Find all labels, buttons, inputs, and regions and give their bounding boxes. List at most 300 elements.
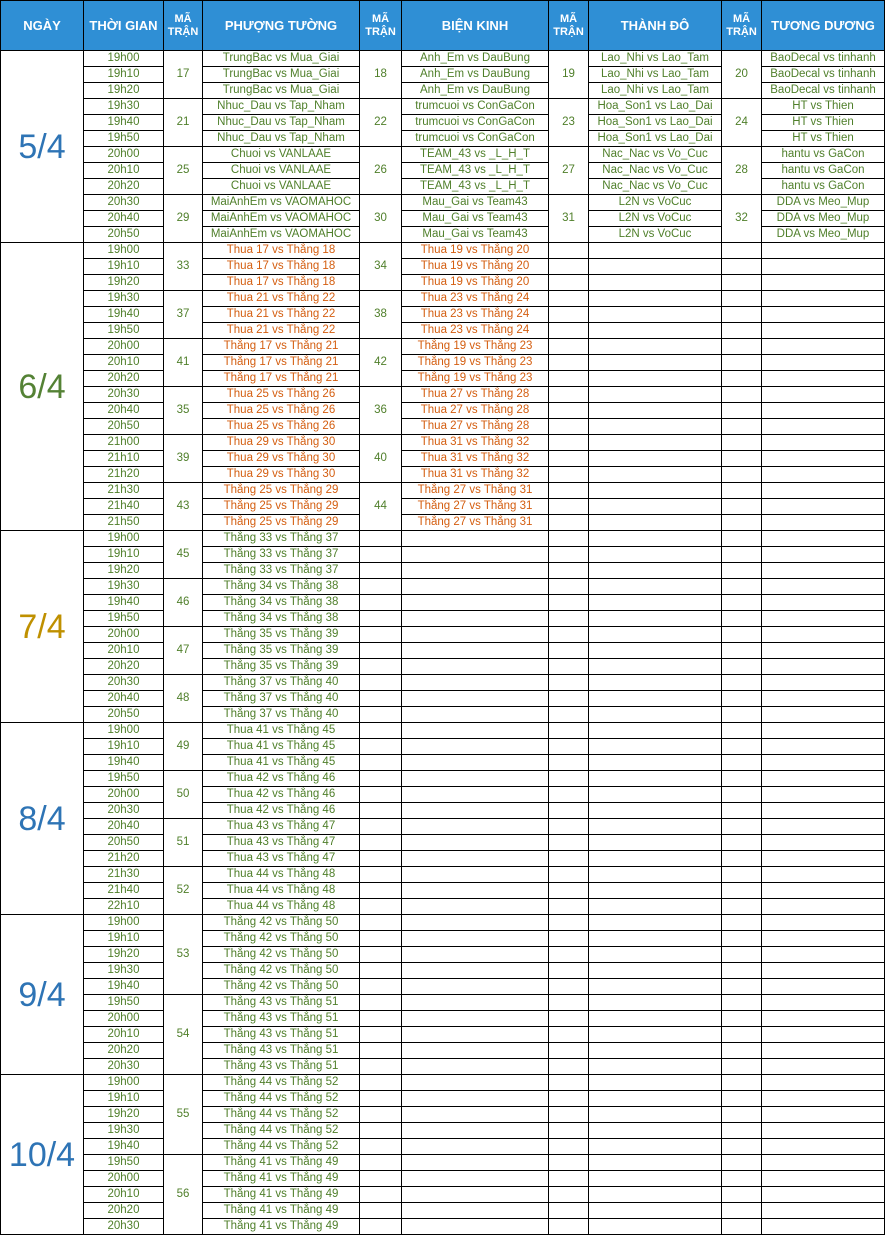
- match-id-cell: [722, 275, 762, 291]
- match-cell: [762, 435, 885, 451]
- match-cell: [589, 883, 722, 899]
- match-id-cell: [549, 915, 589, 931]
- match-cell: Thua 43 vs Thắng 47: [203, 851, 360, 867]
- table-row: [1, 339, 885, 355]
- day-label: 10/4: [1, 1075, 84, 1235]
- match-cell: Thắng 33 vs Thắng 37: [203, 563, 360, 579]
- match-cell: [762, 819, 885, 835]
- match-id-cell: [360, 723, 402, 739]
- table-row: [1, 979, 885, 995]
- match-id-cell: [722, 707, 762, 723]
- match-cell: [589, 403, 722, 419]
- time-cell: 20h30: [84, 803, 164, 819]
- time-cell: 20h00: [84, 787, 164, 803]
- match-id-cell: [722, 435, 762, 451]
- match-id-cell: [360, 579, 402, 595]
- match-cell: [589, 1171, 722, 1187]
- match-cell: [589, 451, 722, 467]
- table-row: [1, 1139, 885, 1155]
- match-id-cell: [549, 1203, 589, 1219]
- match-cell: Thua 19 vs Thắng 20: [402, 275, 549, 291]
- match-id-cell: [549, 723, 589, 739]
- match-cell: Thua 21 vs Thắng 22: [203, 323, 360, 339]
- match-id-cell: [360, 995, 402, 1011]
- table-row: [1, 1011, 885, 1027]
- match-cell: [762, 643, 885, 659]
- table-row: [1, 787, 885, 803]
- match-cell: [402, 1043, 549, 1059]
- match-cell: [589, 339, 722, 355]
- match-id-cell: [549, 707, 589, 723]
- time-cell: 19h50: [84, 1155, 164, 1171]
- match-id-cell: [549, 259, 589, 275]
- match-id-cell: 30: [360, 195, 402, 243]
- match-cell: [589, 323, 722, 339]
- match-cell: [589, 579, 722, 595]
- match-cell: Thua 43 vs Thắng 47: [203, 819, 360, 835]
- match-id-cell: [722, 243, 762, 259]
- match-cell: [762, 1155, 885, 1171]
- time-cell: 19h30: [84, 291, 164, 307]
- match-cell: Hoa_Son1 vs Lao_Dai: [589, 131, 722, 147]
- match-cell: [762, 995, 885, 1011]
- match-cell: trumcuoi vs ConGaCon: [402, 115, 549, 131]
- match-cell: [589, 867, 722, 883]
- match-id-cell: [549, 1107, 589, 1123]
- match-cell: Thắng 37 vs Thắng 40: [203, 691, 360, 707]
- match-id-cell: [549, 995, 589, 1011]
- match-cell: [762, 595, 885, 611]
- match-cell: Thắng 43 vs Thắng 51: [203, 1059, 360, 1075]
- match-id-cell: [360, 707, 402, 723]
- match-id-cell: [360, 1011, 402, 1027]
- table-row: [1, 1043, 885, 1059]
- match-cell: [762, 1203, 885, 1219]
- match-cell: Thắng 35 vs Thắng 39: [203, 627, 360, 643]
- time-cell: 21h30: [84, 867, 164, 883]
- table-row: [1, 659, 885, 675]
- time-cell: 21h20: [84, 851, 164, 867]
- match-cell: [402, 1011, 549, 1027]
- match-id-cell: [549, 275, 589, 291]
- time-cell: 20h10: [84, 1187, 164, 1203]
- match-id-cell: [360, 883, 402, 899]
- match-id-cell: [549, 419, 589, 435]
- match-cell: Thua 31 vs Thắng 32: [402, 451, 549, 467]
- match-id-cell: [722, 355, 762, 371]
- match-id-cell: [549, 291, 589, 307]
- match-id-cell: 53: [164, 915, 203, 995]
- match-cell: BaoDecal vs tinhanh: [762, 51, 885, 67]
- time-cell: 20h30: [84, 195, 164, 211]
- time-cell: 19h50: [84, 611, 164, 627]
- match-id-cell: [549, 659, 589, 675]
- match-cell: [589, 723, 722, 739]
- match-cell: HT vs Thien: [762, 115, 885, 131]
- match-cell: [762, 419, 885, 435]
- match-cell: [402, 1075, 549, 1091]
- match-id-cell: [549, 403, 589, 419]
- match-id-cell: [549, 851, 589, 867]
- time-cell: 19h40: [84, 979, 164, 995]
- match-cell: Thắng 44 vs Thắng 52: [203, 1139, 360, 1155]
- match-cell: Thua 41 vs Thắng 45: [203, 739, 360, 755]
- header-venue: PHƯỢNG TƯỜNG: [203, 1, 360, 51]
- match-cell: Thua 44 vs Thắng 48: [203, 899, 360, 915]
- match-id-cell: [549, 307, 589, 323]
- match-cell: Thua 19 vs Thắng 20: [402, 259, 549, 275]
- match-id-cell: [722, 883, 762, 899]
- match-id-cell: [549, 371, 589, 387]
- table-row: [1, 627, 885, 643]
- match-cell: [402, 739, 549, 755]
- match-cell: Thắng 42 vs Thắng 50: [203, 915, 360, 931]
- match-cell: [402, 579, 549, 595]
- match-id-cell: [722, 835, 762, 851]
- match-id-cell: 36: [360, 387, 402, 435]
- match-cell: [589, 467, 722, 483]
- match-id-cell: [549, 467, 589, 483]
- match-id-cell: [722, 1107, 762, 1123]
- match-cell: Thua 41 vs Thắng 45: [203, 723, 360, 739]
- time-cell: 21h10: [84, 451, 164, 467]
- time-cell: 19h00: [84, 51, 164, 67]
- header-ma-line2: TRẬN: [726, 25, 757, 38]
- table-row: [1, 723, 885, 739]
- match-cell: [762, 339, 885, 355]
- match-id-cell: [722, 643, 762, 659]
- match-id-cell: [360, 915, 402, 931]
- match-cell: [762, 451, 885, 467]
- match-id-cell: [722, 291, 762, 307]
- header-match-id: [722, 1, 762, 51]
- match-cell: [762, 1123, 885, 1139]
- match-id-cell: 27: [549, 147, 589, 195]
- match-cell: Thua 17 vs Thắng 18: [203, 259, 360, 275]
- match-id-cell: 39: [164, 435, 203, 483]
- match-id-cell: [722, 787, 762, 803]
- match-cell: [402, 755, 549, 771]
- match-id-cell: [549, 355, 589, 371]
- match-cell: [762, 1011, 885, 1027]
- match-cell: [589, 611, 722, 627]
- match-cell: [762, 1187, 885, 1203]
- match-id-cell: [549, 867, 589, 883]
- match-cell: Nhuc_Dau vs Tap_Nham: [203, 131, 360, 147]
- table-row: [1, 499, 885, 515]
- time-cell: 19h00: [84, 531, 164, 547]
- table-row: [1, 435, 885, 451]
- match-id-cell: [722, 819, 762, 835]
- match-cell: [402, 675, 549, 691]
- header-ma-line1: MÃ: [371, 12, 390, 25]
- time-cell: 20h20: [84, 371, 164, 387]
- match-cell: Thắng 42 vs Thắng 50: [203, 947, 360, 963]
- table-row: [1, 819, 885, 835]
- match-cell: [402, 963, 549, 979]
- time-cell: 21h50: [84, 515, 164, 531]
- match-cell: HT vs Thien: [762, 131, 885, 147]
- match-id-cell: 49: [164, 723, 203, 771]
- match-cell: [762, 867, 885, 883]
- match-cell: [402, 691, 549, 707]
- match-cell: [589, 835, 722, 851]
- match-id-cell: 28: [722, 147, 762, 195]
- match-id-cell: 18: [360, 51, 402, 99]
- header-ma-line1: MÃ: [559, 12, 578, 25]
- table-row: [1, 835, 885, 851]
- match-id-cell: 42: [360, 339, 402, 387]
- match-cell: [402, 563, 549, 579]
- match-cell: Anh_Em vs DauBung: [402, 67, 549, 83]
- header-venue: THÀNH ĐÔ: [589, 1, 722, 51]
- time-cell: 21h30: [84, 483, 164, 499]
- match-id-cell: [549, 1027, 589, 1043]
- header-row: [1, 1, 885, 51]
- match-cell: [589, 419, 722, 435]
- match-id-cell: [722, 1139, 762, 1155]
- table-row: [1, 739, 885, 755]
- time-cell: 20h00: [84, 147, 164, 163]
- header-match-id: [360, 1, 402, 51]
- match-cell: Thắng 27 vs Thắng 31: [402, 499, 549, 515]
- match-cell: [402, 947, 549, 963]
- match-id-cell: [549, 1155, 589, 1171]
- match-cell: [762, 771, 885, 787]
- match-cell: [589, 259, 722, 275]
- match-cell: [762, 259, 885, 275]
- match-id-cell: [722, 899, 762, 915]
- match-id-cell: 41: [164, 339, 203, 387]
- match-id-cell: [549, 339, 589, 355]
- match-cell: Thắng 42 vs Thắng 50: [203, 931, 360, 947]
- match-id-cell: [722, 371, 762, 387]
- match-id-cell: [722, 1203, 762, 1219]
- match-cell: Thua 29 vs Thắng 30: [203, 435, 360, 451]
- match-id-cell: [722, 1011, 762, 1027]
- match-id-cell: [722, 403, 762, 419]
- match-cell: Thắng 25 vs Thắng 29: [203, 483, 360, 499]
- match-cell: [589, 755, 722, 771]
- match-cell: [589, 787, 722, 803]
- match-id-cell: [360, 979, 402, 995]
- match-cell: [589, 1187, 722, 1203]
- match-cell: hantu vs GaCon: [762, 179, 885, 195]
- table-row: [1, 899, 885, 915]
- match-cell: DDA vs Meo_Mup: [762, 227, 885, 243]
- time-cell: 19h40: [84, 1139, 164, 1155]
- match-id-cell: [360, 1123, 402, 1139]
- match-cell: [402, 915, 549, 931]
- match-id-cell: [360, 963, 402, 979]
- match-id-cell: [360, 1203, 402, 1219]
- match-id-cell: [722, 947, 762, 963]
- match-cell: Thua 44 vs Thắng 48: [203, 867, 360, 883]
- time-cell: 19h20: [84, 83, 164, 99]
- match-cell: Thua 31 vs Thắng 32: [402, 467, 549, 483]
- match-cell: Thắng 44 vs Thắng 52: [203, 1123, 360, 1139]
- header-venue: TƯƠNG DƯƠNG: [762, 1, 885, 51]
- match-id-cell: [360, 1107, 402, 1123]
- table-row: [1, 483, 885, 499]
- table-row: [1, 1219, 885, 1235]
- match-id-cell: [722, 675, 762, 691]
- match-id-cell: [549, 499, 589, 515]
- match-cell: Thắng 41 vs Thắng 49: [203, 1203, 360, 1219]
- match-cell: Chuoi vs VANLAAE: [203, 147, 360, 163]
- match-id-cell: [549, 803, 589, 819]
- time-cell: 20h40: [84, 819, 164, 835]
- match-id-cell: [549, 899, 589, 915]
- match-id-cell: [549, 771, 589, 787]
- match-cell: Thắng 34 vs Thắng 38: [203, 595, 360, 611]
- time-cell: 20h40: [84, 403, 164, 419]
- table-row: [1, 675, 885, 691]
- match-cell: [762, 1139, 885, 1155]
- match-cell: [402, 1139, 549, 1155]
- match-id-cell: [549, 547, 589, 563]
- match-cell: [762, 515, 885, 531]
- match-cell: [402, 979, 549, 995]
- match-cell: Thua 43 vs Thắng 47: [203, 835, 360, 851]
- match-cell: Thắng 37 vs Thắng 40: [203, 675, 360, 691]
- table-row: [1, 51, 885, 67]
- table-row: [1, 611, 885, 627]
- match-id-cell: [722, 547, 762, 563]
- match-id-cell: [722, 1171, 762, 1187]
- table-row: [1, 243, 885, 259]
- match-cell: [589, 995, 722, 1011]
- match-cell: Thua 42 vs Thắng 46: [203, 771, 360, 787]
- match-id-cell: [549, 947, 589, 963]
- match-cell: Lao_Nhi vs Lao_Tam: [589, 51, 722, 67]
- time-cell: 20h10: [84, 643, 164, 659]
- match-cell: Thắng 35 vs Thắng 39: [203, 659, 360, 675]
- match-cell: Thua 19 vs Thắng 20: [402, 243, 549, 259]
- time-cell: 19h00: [84, 723, 164, 739]
- match-id-cell: [722, 323, 762, 339]
- match-id-cell: 50: [164, 771, 203, 819]
- match-id-cell: 38: [360, 291, 402, 339]
- match-id-cell: [360, 627, 402, 643]
- header-match-id: [164, 1, 203, 51]
- match-id-cell: [549, 483, 589, 499]
- header-ma-line2: TRẬN: [365, 25, 396, 38]
- match-id-cell: 46: [164, 579, 203, 627]
- match-cell: [589, 739, 722, 755]
- match-cell: TEAM_43 vs _L_H_T: [402, 179, 549, 195]
- match-cell: [762, 467, 885, 483]
- match-cell: [762, 947, 885, 963]
- table-row: [1, 323, 885, 339]
- match-id-cell: [549, 755, 589, 771]
- match-id-cell: [360, 643, 402, 659]
- match-id-cell: [360, 1139, 402, 1155]
- match-id-cell: [722, 755, 762, 771]
- match-id-cell: [549, 739, 589, 755]
- match-id-cell: [549, 1059, 589, 1075]
- table-row: [1, 515, 885, 531]
- time-cell: 19h10: [84, 67, 164, 83]
- time-cell: 20h50: [84, 227, 164, 243]
- match-cell: Thua 44 vs Thắng 48: [203, 883, 360, 899]
- match-cell: HT vs Thien: [762, 99, 885, 115]
- match-id-cell: [549, 595, 589, 611]
- match-cell: [589, 1075, 722, 1091]
- match-cell: [762, 659, 885, 675]
- match-id-cell: [722, 867, 762, 883]
- match-id-cell: 26: [360, 147, 402, 195]
- header-venue: BIỆN KINH: [402, 1, 549, 51]
- match-cell: [762, 1107, 885, 1123]
- match-id-cell: [360, 1091, 402, 1107]
- match-cell: Nhuc_Dau vs Tap_Nham: [203, 99, 360, 115]
- match-id-cell: [360, 563, 402, 579]
- match-cell: Thua 23 vs Thắng 24: [402, 323, 549, 339]
- match-cell: [762, 931, 885, 947]
- match-id-cell: [722, 339, 762, 355]
- match-cell: Thắng 34 vs Thắng 38: [203, 611, 360, 627]
- match-cell: Thắng 44 vs Thắng 52: [203, 1091, 360, 1107]
- table-row: [1, 579, 885, 595]
- match-id-cell: [722, 963, 762, 979]
- time-cell: 19h40: [84, 307, 164, 323]
- match-cell: [589, 355, 722, 371]
- match-id-cell: 44: [360, 483, 402, 531]
- table-row: [1, 755, 885, 771]
- match-id-cell: [360, 867, 402, 883]
- time-cell: 20h50: [84, 835, 164, 851]
- match-cell: [762, 691, 885, 707]
- time-cell: 20h40: [84, 691, 164, 707]
- match-id-cell: [722, 611, 762, 627]
- table-row: [1, 275, 885, 291]
- match-cell: DDA vs Meo_Mup: [762, 195, 885, 211]
- match-cell: Thua 25 vs Thắng 26: [203, 387, 360, 403]
- match-id-cell: [722, 1091, 762, 1107]
- match-cell: L2N vs VoCuc: [589, 195, 722, 211]
- match-cell: [589, 979, 722, 995]
- match-id-cell: [360, 771, 402, 787]
- time-cell: 20h50: [84, 707, 164, 723]
- match-cell: [589, 435, 722, 451]
- match-id-cell: 40: [360, 435, 402, 483]
- match-id-cell: 19: [549, 51, 589, 99]
- match-id-cell: [549, 1123, 589, 1139]
- match-id-cell: [722, 691, 762, 707]
- match-cell: Thua 25 vs Thắng 26: [203, 403, 360, 419]
- match-cell: TEAM_43 vs _L_H_T: [402, 147, 549, 163]
- match-cell: TrungBac vs Mua_Giai: [203, 51, 360, 67]
- match-cell: [589, 1011, 722, 1027]
- match-id-cell: [549, 1171, 589, 1187]
- match-cell: [589, 963, 722, 979]
- match-cell: Thắng 41 vs Thắng 49: [203, 1155, 360, 1171]
- match-cell: MaiAnhEm vs VAOMAHOC: [203, 227, 360, 243]
- day-label: 8/4: [1, 723, 84, 915]
- time-cell: 20h10: [84, 1027, 164, 1043]
- match-cell: Mau_Gai vs Team43: [402, 227, 549, 243]
- match-cell: [402, 1107, 549, 1123]
- match-cell: [762, 787, 885, 803]
- match-cell: Thua 17 vs Thắng 18: [203, 275, 360, 291]
- time-cell: 19h30: [84, 1123, 164, 1139]
- match-cell: [402, 899, 549, 915]
- match-id-cell: [360, 1059, 402, 1075]
- match-id-cell: [549, 979, 589, 995]
- match-id-cell: [360, 819, 402, 835]
- match-id-cell: [360, 659, 402, 675]
